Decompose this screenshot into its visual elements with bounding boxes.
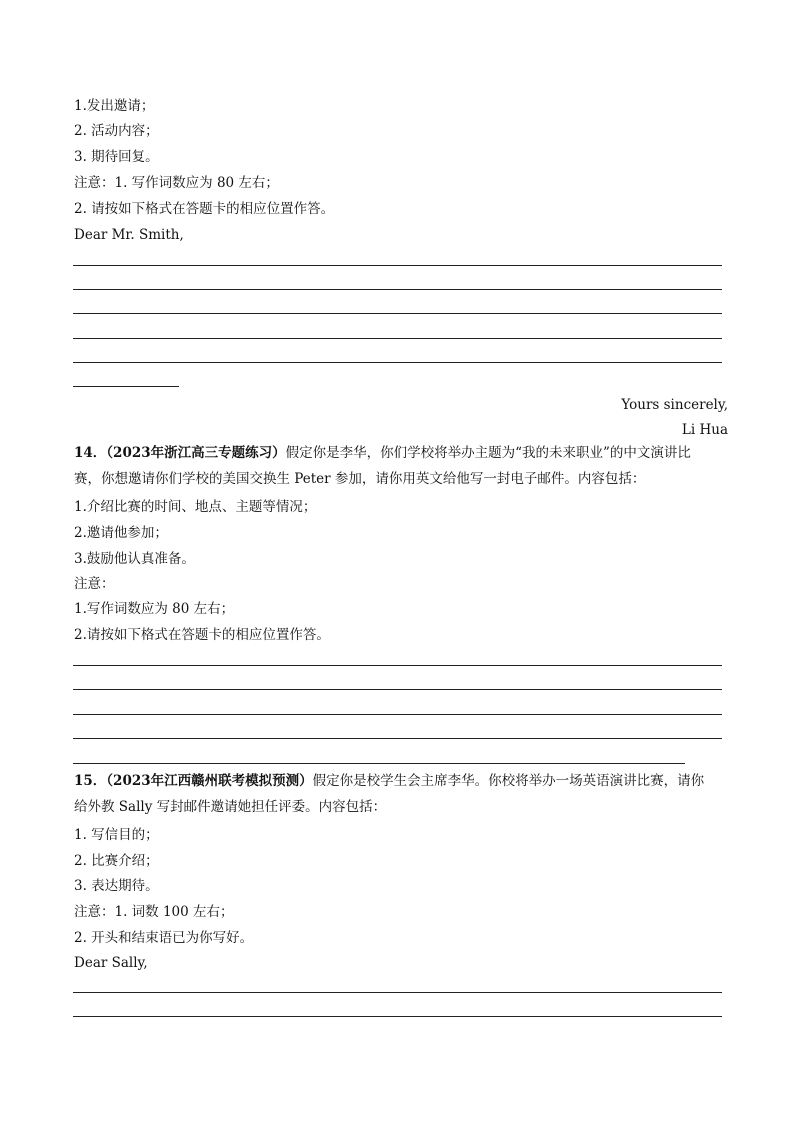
answer-line: [73, 338, 722, 339]
answer-line: [73, 689, 722, 690]
question-15: [74, 768, 726, 820]
answer-line: [73, 265, 722, 266]
note-line: 注意：1. 词数 100 左右；: [74, 904, 234, 920]
question-prompt: 赛，你想邀请你们学校的美国交换生 Peter 参加，请你用英文给他写一封电子邮件。内容包括：: [74, 471, 646, 487]
answer-line: [73, 289, 722, 290]
note-title: 注意：: [74, 576, 115, 592]
list-item: 2.邀请他参加；: [74, 525, 168, 541]
letter-greeting: Dear Mr. Smith,: [74, 227, 184, 243]
answer-line: [73, 738, 722, 739]
answer-line: [73, 386, 179, 387]
answer-line: [73, 665, 722, 666]
answer-line: [73, 1016, 722, 1017]
answer-line: [73, 992, 722, 993]
question-source: （2023年江西赣州联考模拟预测）: [106, 773, 313, 789]
answer-line: [73, 362, 722, 363]
list-item: 2. 比赛介绍；: [74, 853, 159, 869]
note-line: 1.写作词数应为 80 左右；: [74, 601, 235, 617]
answer-line: [73, 714, 722, 715]
list-item: 3. 表达期待。: [74, 878, 159, 894]
question-prompt: 假定你是李华，你们学校将举办主题为“我的未来职业”的中文演讲比: [285, 445, 691, 461]
question-number: 14．: [74, 445, 107, 461]
note-line: 2. 开头和结束语已为你写好。: [74, 930, 254, 946]
note-line: 注意：1. 写作词数应为 80 左右；: [74, 175, 279, 191]
question-14: [74, 440, 726, 492]
answer-line: [73, 313, 722, 314]
list-item: 1. 写信目的；: [74, 827, 159, 843]
note-line: 2.请按如下格式在答题卡的相应位置作答。: [74, 627, 330, 643]
question-number: 15．: [74, 773, 107, 789]
note-line: 2. 请按如下格式在答题卡的相应位置作答。: [74, 201, 335, 217]
letter-signature: Li Hua: [681, 422, 728, 438]
letter-closing: Yours sincerely,: [621, 397, 728, 413]
list-item: 1.发出邀请；: [74, 98, 155, 114]
list-item: 1.介绍比赛的时间、地点、主题等情况；: [74, 499, 317, 515]
list-item: 3.鼓励他认真准备。: [74, 551, 195, 567]
list-item: 2. 活动内容；: [74, 123, 159, 139]
question-source: （2023年浙江高三专题练习）: [106, 445, 286, 461]
letter-greeting: Dear Sally,: [74, 955, 148, 971]
list-item: 3. 期待回复。: [74, 149, 159, 165]
question-prompt: 给外教 Sally 写封邮件邀请她担任评委。内容包括：: [74, 799, 387, 815]
answer-line: [73, 763, 685, 764]
question-prompt: 假定你是校学生会主席李华。你校将举办一场英语演讲比赛，请你: [312, 773, 705, 789]
